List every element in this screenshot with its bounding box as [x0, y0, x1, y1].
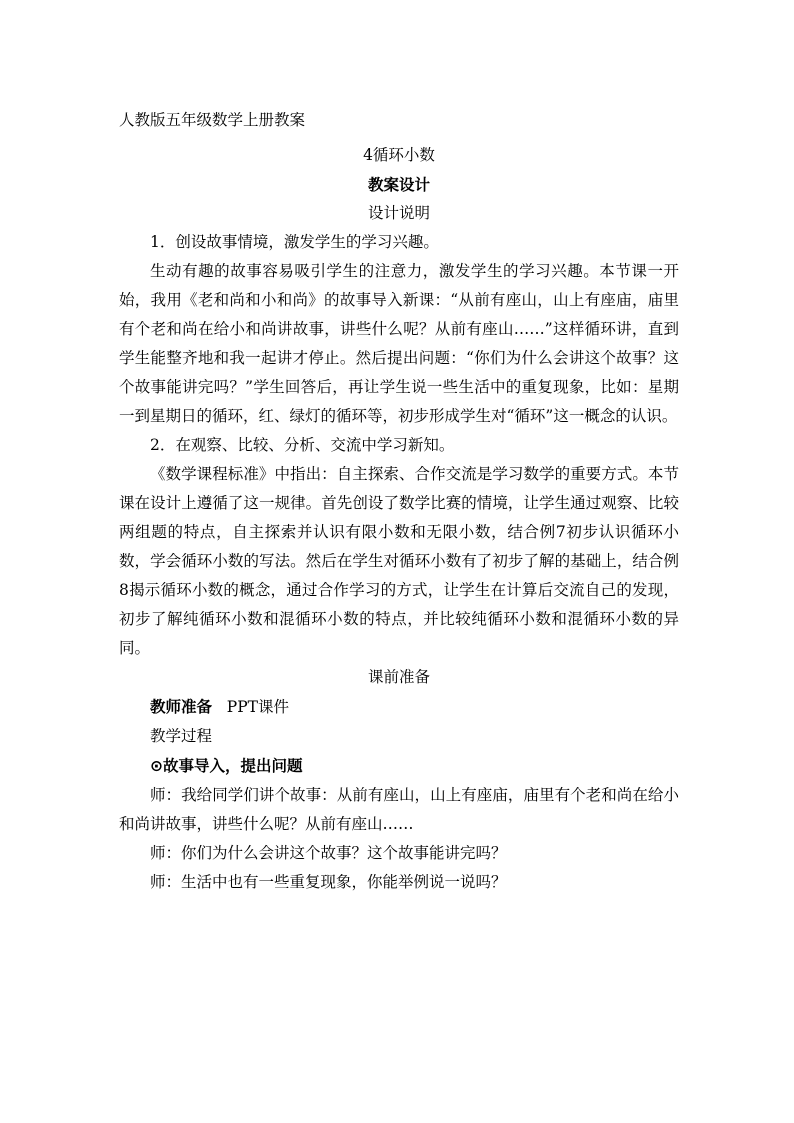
teacher-prep-line	[119, 692, 679, 722]
dialog-line-3: 师：生活中也有一些重复现象，你能举例说一说吗？	[150, 873, 507, 891]
dialog-line-1: 师：我给同学们讲个故事：从前有座山，山上有座庙，庙里有个老和尚在给小和尚讲故事，讲些什么呢？从前有座山……	[119, 786, 679, 833]
teacher-prep-label: 教师准备	[150, 697, 213, 716]
process-heading: 教学过程	[150, 727, 213, 745]
document-header: 人教版五年级数学上册教案	[119, 111, 306, 129]
circle-dot-icon: ⊙	[150, 757, 163, 775]
point-1-body: 生动有趣的故事容易吸引学生的注意力，激发学生的学习兴趣。本节课一开始，我用《老和尚和小和尚》的故事导入新课：“从前有座山，山上有座庙，庙里有个老和尚在给小和尚讲故事，讲些什么呢？从前有座山……”这样循环讲，直到学生能整齐地和我一起讲才停止。然后提出问题：“你们为什么会讲这个故事？这个故事能讲完吗？”学生回答后，再让学生说一些生活中的重复现象，比如：星期一到星期日的循环，红、绿灯的循环等，初步形成学生对“循环”这一概念的认识。	[119, 262, 679, 425]
point-2-body: 《数学课程标准》中指出：自主探索、合作交流是学习数学的重要方式。本节课在设计上遵循了这一规律。首先创设了数学比赛的情境，让学生通过观察、比较两组题的特点，自主探索并认识有限小数和无限小数，结合例7初步认识循环小数，学会循环小数的写法。然后在学生对循环小数有了初步了解的基础上，结合例8揭示循环小数的概念，通过合作学习的方式，让学生在计算后交流自己的发现，初步了解纯循环小数和混循环小数的特点，并比较纯循环小数和混循环小数的异同。	[119, 465, 679, 657]
point-2-title: 2．在观察、比较、分析、交流中学习新知。	[150, 436, 455, 454]
subheading-design-note: 设计说明	[367, 204, 430, 222]
section-heading-prep: 课前准备	[367, 668, 430, 686]
lesson-title: 4循环小数	[363, 146, 435, 164]
section-heading-design: 教案设计	[367, 175, 430, 194]
step-1-title: 故事导入，提出问题	[163, 756, 303, 775]
step-1-heading	[119, 751, 679, 781]
dialog-line-2: 师：你们为什么会讲这个故事？这个故事能讲完吗？	[150, 844, 507, 862]
point-1-title: 1．创设故事情境，激发学生的学习兴趣。	[150, 233, 439, 251]
document-body	[119, 106, 679, 897]
teacher-prep-value: PPT课件	[226, 698, 289, 716]
